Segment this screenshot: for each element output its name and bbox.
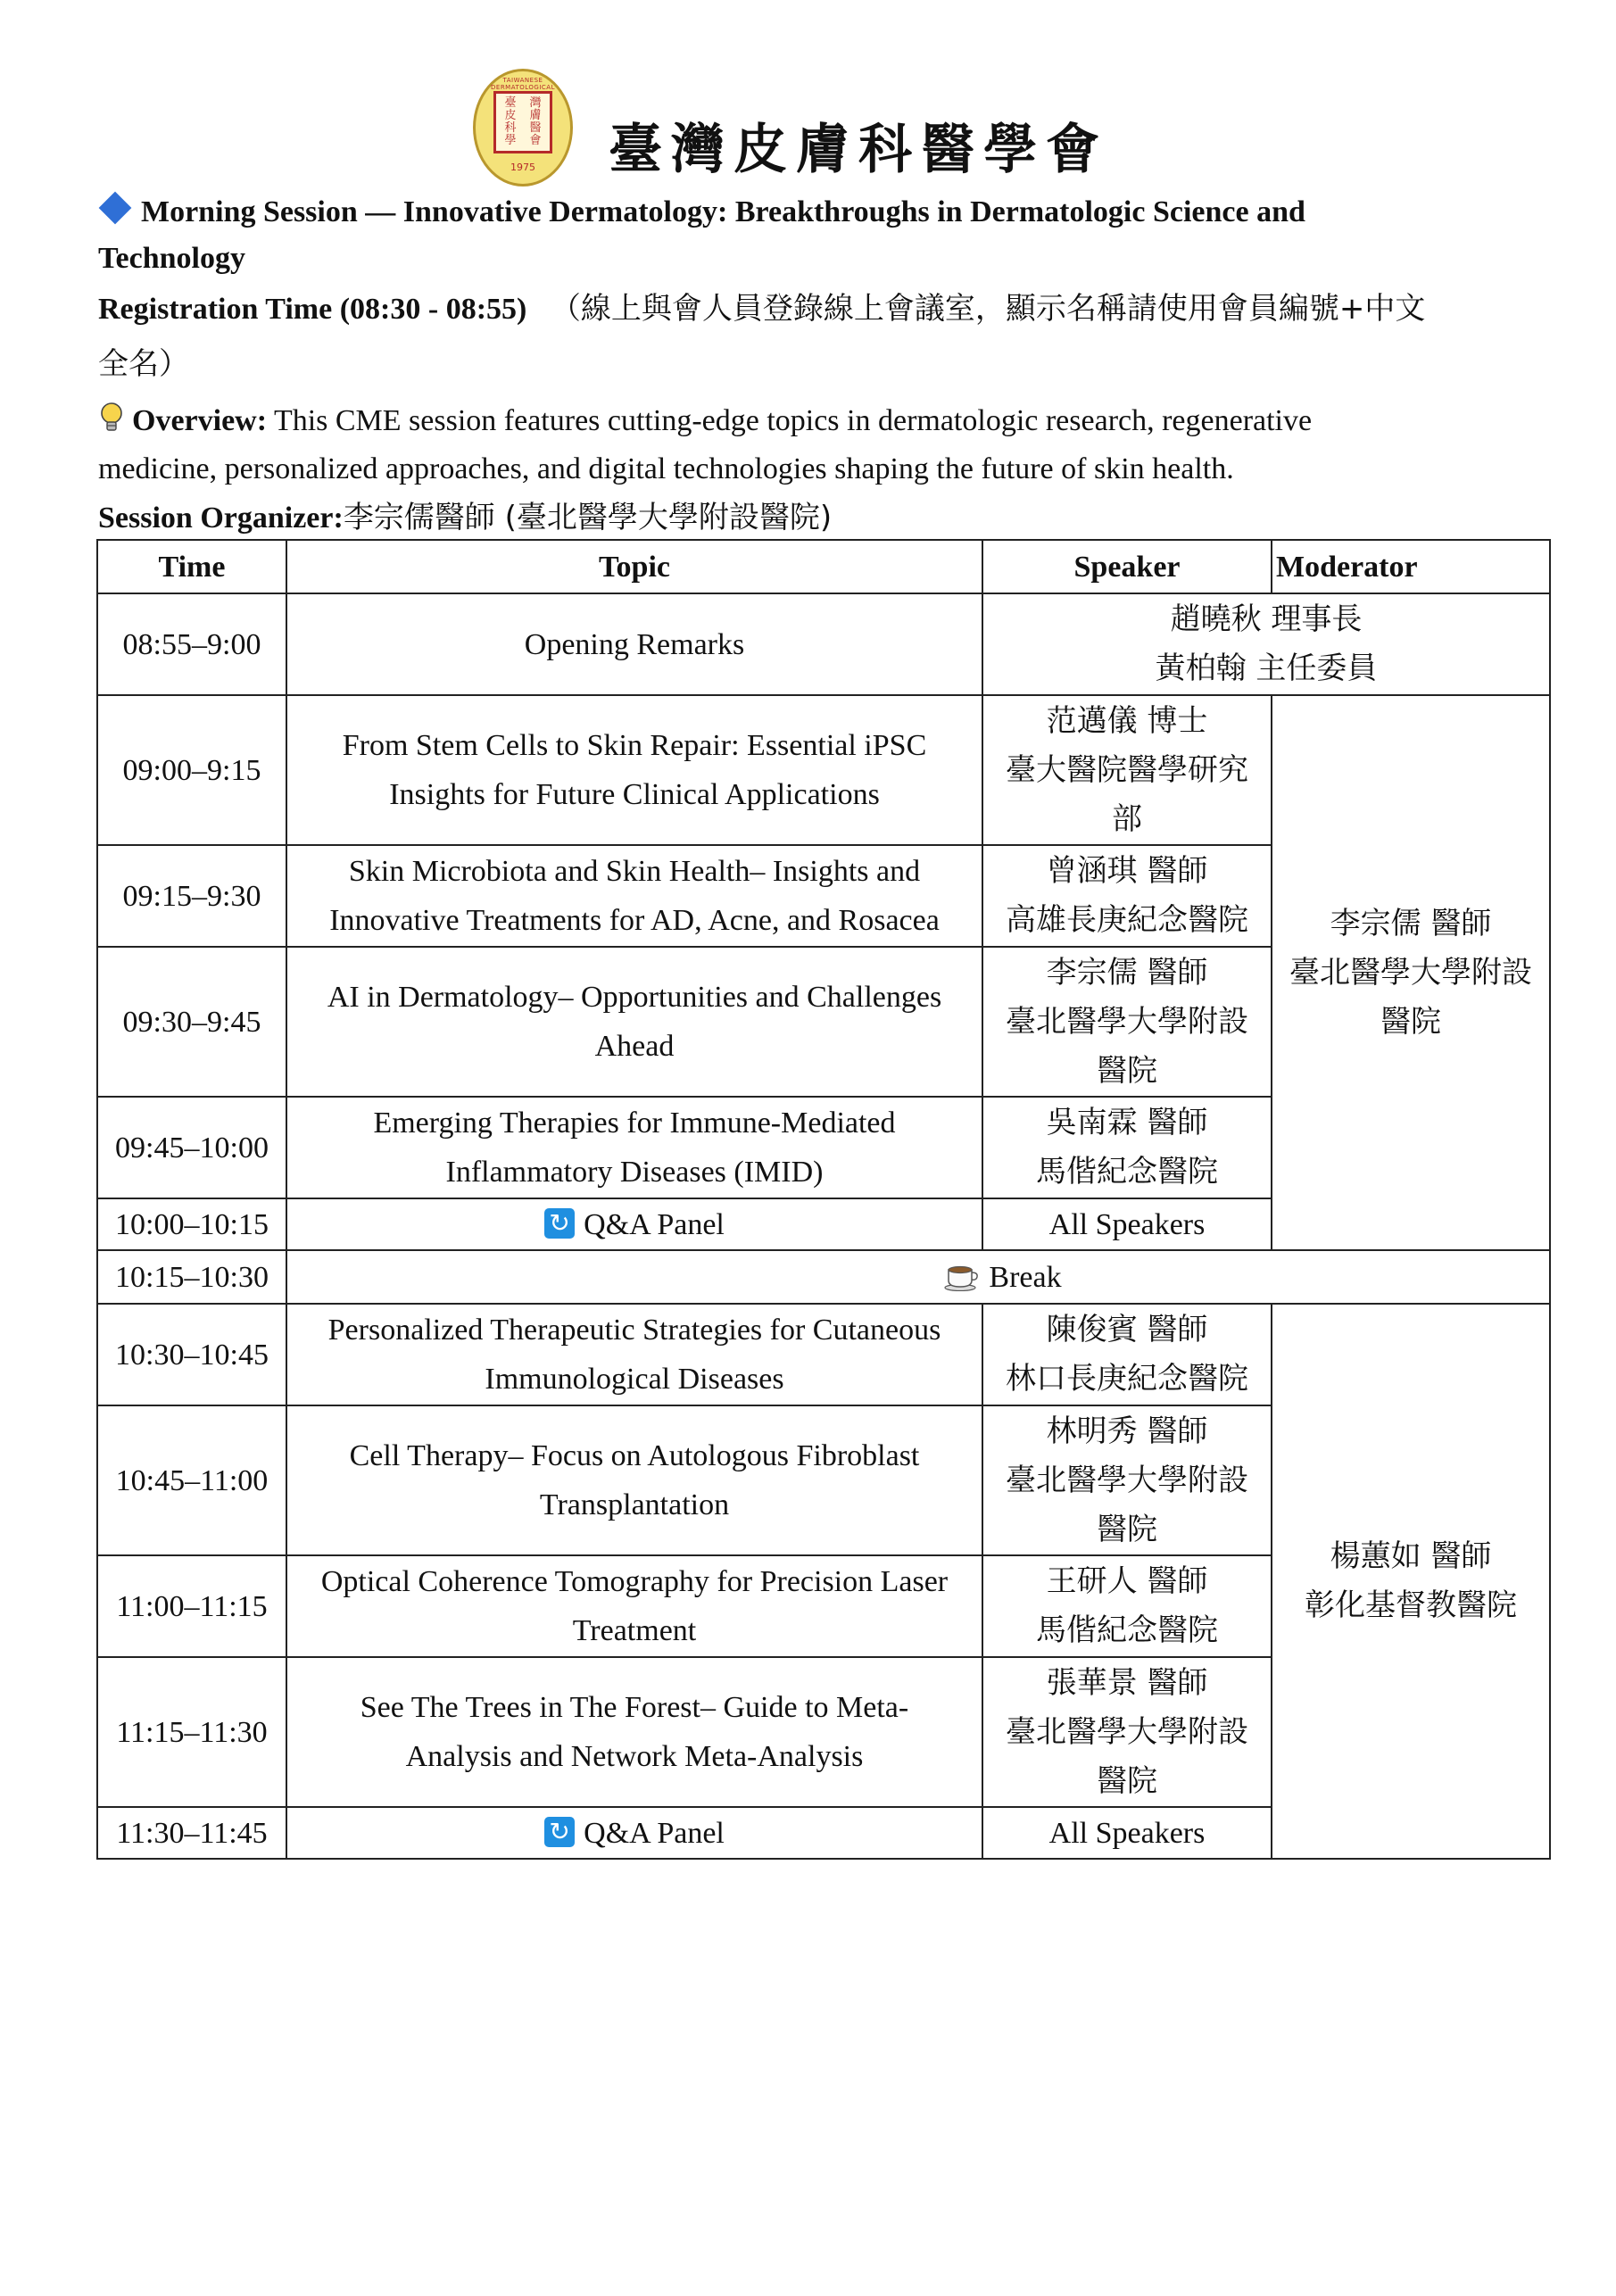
break-label: Break (989, 1260, 1062, 1294)
topic-line: From Stem Cells to Skin Repair: Essential iPSC (342, 729, 927, 762)
speaker-line: 趙曉秋 理事長 (1170, 601, 1363, 637)
logo-char: 膚 (529, 109, 542, 122)
logo-ring-text: TAIWANESE DERMATOLOGICAL (491, 77, 555, 91)
topic-line: Inflammatory Diseases (IMID) (445, 1156, 824, 1189)
time-cell: 08:55–9:00 (97, 593, 286, 695)
speaker-cell (982, 845, 1272, 947)
speaker-line: 馬偕紀念醫院 (1036, 1612, 1218, 1648)
topic-line: Cell Therapy– Focus on Autologous Fibroblast (349, 1439, 920, 1472)
speaker-line: 醫院 (1097, 1511, 1157, 1547)
table-row-opening (97, 593, 1550, 695)
moderator-line: 臺北醫學大學附設 (1289, 954, 1532, 991)
moderator-cell (1272, 695, 1550, 1250)
table-row-break (97, 1250, 1550, 1304)
header-speaker: Speaker (982, 540, 1272, 593)
speaker-cell (982, 1405, 1272, 1555)
topic-cell (286, 1304, 982, 1405)
session-title-line1: Morning Session — Innovative Dermatology: Breakthroughs in Dermatologic Science and (141, 195, 1305, 228)
topic-line: Innovative Treatments for AD, Acne, and Rosacea (329, 904, 940, 937)
speaker-cell (982, 1304, 1272, 1405)
logo-year: 1975 (510, 162, 535, 173)
organizer-label: Session Organizer: (98, 501, 344, 535)
speaker-line: 張華景 醫師 (1046, 1664, 1208, 1701)
topic-cell (286, 1198, 982, 1250)
time-cell: 11:00–11:15 (97, 1555, 286, 1657)
registration-note-line2: 全名） (98, 346, 189, 382)
speaker-cell (982, 1555, 1272, 1657)
speaker-cell: All Speakers (982, 1198, 1272, 1250)
speaker-cell: All Speakers (982, 1807, 1272, 1859)
logo-char: 臺 (504, 96, 517, 110)
header-topic: Topic (286, 540, 982, 593)
speaker-line: 陳俊賓 醫師 (1046, 1312, 1208, 1347)
registration-label: Registration Time (08:30 - 08:55) (98, 293, 527, 326)
logo-char: 皮 (504, 109, 517, 122)
moderator-line: 楊蕙如 醫師 (1330, 1538, 1492, 1574)
speaker-line: 曾涵琪 醫師 (1046, 853, 1208, 889)
table-row (97, 695, 1550, 845)
speaker-line: 吳南霖 醫師 (1046, 1105, 1208, 1140)
lightbulb-icon (98, 402, 125, 435)
logo-char: 醫 (529, 121, 542, 135)
qa-label: Q&A Panel (584, 1816, 725, 1850)
topic-line: AI in Dermatology– Opportunities and Challenges (327, 981, 942, 1014)
session-title-line2: Technology (98, 242, 246, 275)
speaker-cell (982, 947, 1272, 1097)
topic-line: Emerging Therapies for Immune-Mediated (373, 1107, 896, 1140)
topic-cell (286, 1097, 982, 1198)
speaker-line: 林明秀 醫師 (1046, 1413, 1208, 1449)
topic-cell (286, 695, 982, 845)
topic-line: Treatment (572, 1614, 697, 1647)
speaker-line: 臺北醫學大學附設 (1006, 1003, 1248, 1040)
header (473, 70, 1108, 186)
table-row (97, 1304, 1550, 1405)
organization-name: 臺灣皮膚科醫學會 (609, 119, 1108, 181)
time-cell: 10:45–11:00 (97, 1405, 286, 1555)
topic-line: Transplantation (539, 1488, 730, 1521)
speaker-line: 高雄長庚紀念醫院 (1006, 902, 1248, 938)
moderator-cell (1272, 1304, 1550, 1859)
moderator-line: 李宗儒 醫師 (1330, 905, 1492, 941)
registration-note: （線上與會人員登錄線上會議室，顯示名稱請使用會員編號+中文 (550, 291, 1426, 327)
topic-cell (286, 845, 982, 947)
speaker-line: 林口長庚紀念醫院 (1006, 1361, 1248, 1397)
topic-cell (286, 1807, 982, 1859)
time-cell: 11:15–11:30 (97, 1657, 286, 1807)
moderator-line: 醫院 (1380, 1003, 1441, 1040)
speaker-line: 黃柏翰 主任委員 (1155, 651, 1378, 686)
break-cell (286, 1250, 1550, 1304)
speaker-line: 李宗儒 醫師 (1046, 954, 1208, 991)
time-cell: 10:15–10:30 (97, 1250, 286, 1304)
overview (98, 398, 1562, 444)
topic-line: Insights for Future Clinical Applications (389, 778, 880, 811)
session-title (98, 189, 1562, 236)
moderator-line: 彰化基督教醫院 (1305, 1587, 1517, 1623)
topic-line: Analysis and Network Meta-Analysis (405, 1740, 864, 1773)
coffee-cup-icon (944, 1261, 980, 1291)
topic-cell (286, 1657, 982, 1807)
header-moderator: Moderator (1272, 540, 1550, 593)
topic-line: See The Trees in The Forest– Guide to Meta- (360, 1691, 909, 1724)
header-time: Time (97, 540, 286, 593)
topic-cell (286, 1405, 982, 1555)
time-cell: 09:15–9:30 (97, 845, 286, 947)
overview-text: This CME session features cutting-edge topics in dermatologic research, regenerative (273, 404, 1313, 437)
refresh-icon (544, 1208, 575, 1239)
time-cell: 11:30–11:45 (97, 1807, 286, 1859)
logo-char: 灣 (529, 96, 542, 110)
time-cell: 09:30–9:45 (97, 947, 286, 1097)
speaker-line: 部 (1112, 800, 1142, 837)
topic-line: Skin Microbiota and Skin Health– Insights and (348, 855, 921, 888)
speaker-line: 臺大醫院醫學研究 (1006, 751, 1248, 788)
logo-seal (493, 91, 552, 153)
topic-line: Immunological Diseases (485, 1363, 784, 1396)
overview-label: Overview: (132, 404, 268, 437)
speaker-cell (982, 1657, 1272, 1807)
table-header-row (97, 540, 1550, 593)
time-cell: 10:00–10:15 (97, 1198, 286, 1250)
speaker-line: 臺北醫學大學附設 (1006, 1462, 1248, 1498)
speaker-cell (982, 1097, 1272, 1198)
topic-cell (286, 1555, 982, 1657)
time-cell: 09:45–10:00 (97, 1097, 286, 1198)
topic-cell (286, 947, 982, 1097)
topic-cell: Opening Remarks (286, 593, 982, 695)
organizer-value: 李宗儒醫師 (臺北醫學大學附設醫院) (343, 500, 833, 535)
association-logo (473, 69, 573, 186)
time-cell: 09:00–9:15 (97, 695, 286, 845)
speaker-line: 馬偕紀念醫院 (1036, 1154, 1218, 1189)
time-cell: 10:30–10:45 (97, 1304, 286, 1405)
session-organizer (98, 494, 1562, 542)
speaker-line: 范邁儀 博士 (1046, 702, 1208, 739)
logo-char: 會 (529, 134, 542, 147)
speaker-line: 王研人 醫師 (1046, 1563, 1208, 1599)
topic-line: Personalized Therapeutic Strategies for Cutaneous (327, 1314, 941, 1347)
speaker-line: 臺北醫學大學附設 (1006, 1713, 1248, 1750)
qa-label: Q&A Panel (584, 1207, 725, 1241)
speaker-cell (982, 593, 1550, 695)
registration-info (98, 286, 1562, 333)
logo-char: 學 (504, 134, 517, 147)
blue-diamond-icon (99, 192, 132, 225)
refresh-icon (544, 1817, 575, 1847)
speaker-line: 醫院 (1097, 1052, 1157, 1089)
speaker-cell (982, 695, 1272, 845)
topic-line: Ahead (594, 1030, 675, 1063)
topic-line: Optical Coherence Tomography for Precision Laser (320, 1565, 949, 1598)
schedule-table (96, 539, 1551, 1860)
overview-line2: medicine, personalized approaches, and digital technologies shaping the future of skin health. (98, 452, 1234, 485)
logo-char: 科 (504, 121, 517, 135)
speaker-line: 醫院 (1097, 1762, 1157, 1799)
